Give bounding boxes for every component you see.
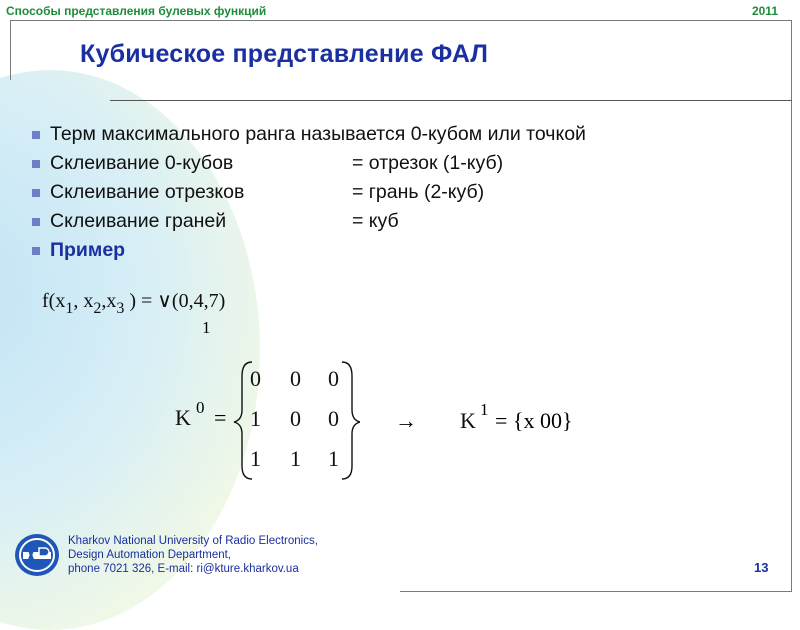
bullet-text: Пример <box>50 239 126 261</box>
footer-contact <box>68 534 318 576</box>
page-number: 13 <box>754 560 769 575</box>
k1-superscript: 1 <box>480 400 489 419</box>
matrix-cell: 1 <box>250 446 261 471</box>
footer-line: Kharkov National University of Radio Electronics, <box>68 535 318 547</box>
footer-line: Design Automation Department, <box>68 549 232 561</box>
university-logo-icon <box>14 532 60 578</box>
course-title: Способы представления булевых функций <box>6 4 267 18</box>
matrix-cell: 1 <box>328 446 339 471</box>
formula-var-x1: x <box>55 290 66 312</box>
formula-var-x2: x <box>83 290 94 312</box>
formula-or-subscript: 1 <box>202 318 211 337</box>
bullet-text: Терм максимального ранга называется 0-кубом или точкой <box>50 123 586 145</box>
title-divider <box>110 100 792 101</box>
bullet-marker-icon <box>32 160 40 168</box>
frame-right-line <box>791 20 792 592</box>
bullet-text: Склеивание 0-кубов <box>50 152 234 174</box>
frame-bottom-line <box>400 591 792 592</box>
k0-equals: = <box>214 405 227 430</box>
bullet-marker-icon <box>32 247 40 255</box>
k1-symbol: K <box>460 408 476 433</box>
bullet-item <box>32 120 586 149</box>
matrix-cell: 0 <box>328 366 339 391</box>
k1-value: = {x 00} <box>495 408 573 433</box>
frame-top-line <box>10 20 792 21</box>
bullet-item-example <box>32 236 586 265</box>
year-label: 2011 <box>751 4 778 18</box>
bullet-result: = отрезок (1-куб) <box>352 152 504 174</box>
bullet-item <box>32 207 586 236</box>
formula-subscript-1: 1 <box>65 300 74 317</box>
bullet-item <box>32 178 586 207</box>
frame-left-line <box>10 20 11 80</box>
formula-f-symbol: f <box>42 290 49 312</box>
matrix-cell: 1 <box>250 406 261 431</box>
bullet-item <box>32 149 586 178</box>
bullet-marker-icon <box>32 189 40 197</box>
bullet-marker-icon <box>32 218 40 226</box>
footer-line: phone 7021 326, E-mail: ri@kture.kharkov.ua <box>68 563 299 575</box>
k0-superscript: 0 <box>196 398 205 417</box>
matrix-cell: 0 <box>250 366 261 391</box>
bullet-marker-icon <box>32 131 40 139</box>
bullet-result: = грань (2-куб) <box>352 181 485 203</box>
function-formula: $f(x_1$, $x_2,x_3$ ) = ∨(0,4,7) <box>42 290 226 317</box>
formula-open-paren: ( <box>48 290 56 312</box>
formula-subscript-3: 3 <box>116 300 125 317</box>
k0-symbol: K <box>175 405 191 430</box>
matrix-cell: 0 <box>328 406 339 431</box>
formula-var-x3: x <box>106 290 117 312</box>
formula-rhs: ) = ∨(0,4,7) <box>129 290 226 312</box>
formula-subscript-2: 2 <box>93 300 102 317</box>
bullet-result: = куб <box>352 210 399 232</box>
matrix-cell: 0 <box>290 366 301 391</box>
matrix-cell: 0 <box>290 406 301 431</box>
bullet-text: Склеивание граней <box>50 210 227 232</box>
arrow-right-icon: → <box>395 408 417 433</box>
bullet-list <box>32 120 586 265</box>
slide-title: Кубическое представление ФАЛ <box>80 40 489 68</box>
bullet-text: Склеивание отрезков <box>50 181 245 203</box>
matrix-cell: 1 <box>290 446 301 471</box>
